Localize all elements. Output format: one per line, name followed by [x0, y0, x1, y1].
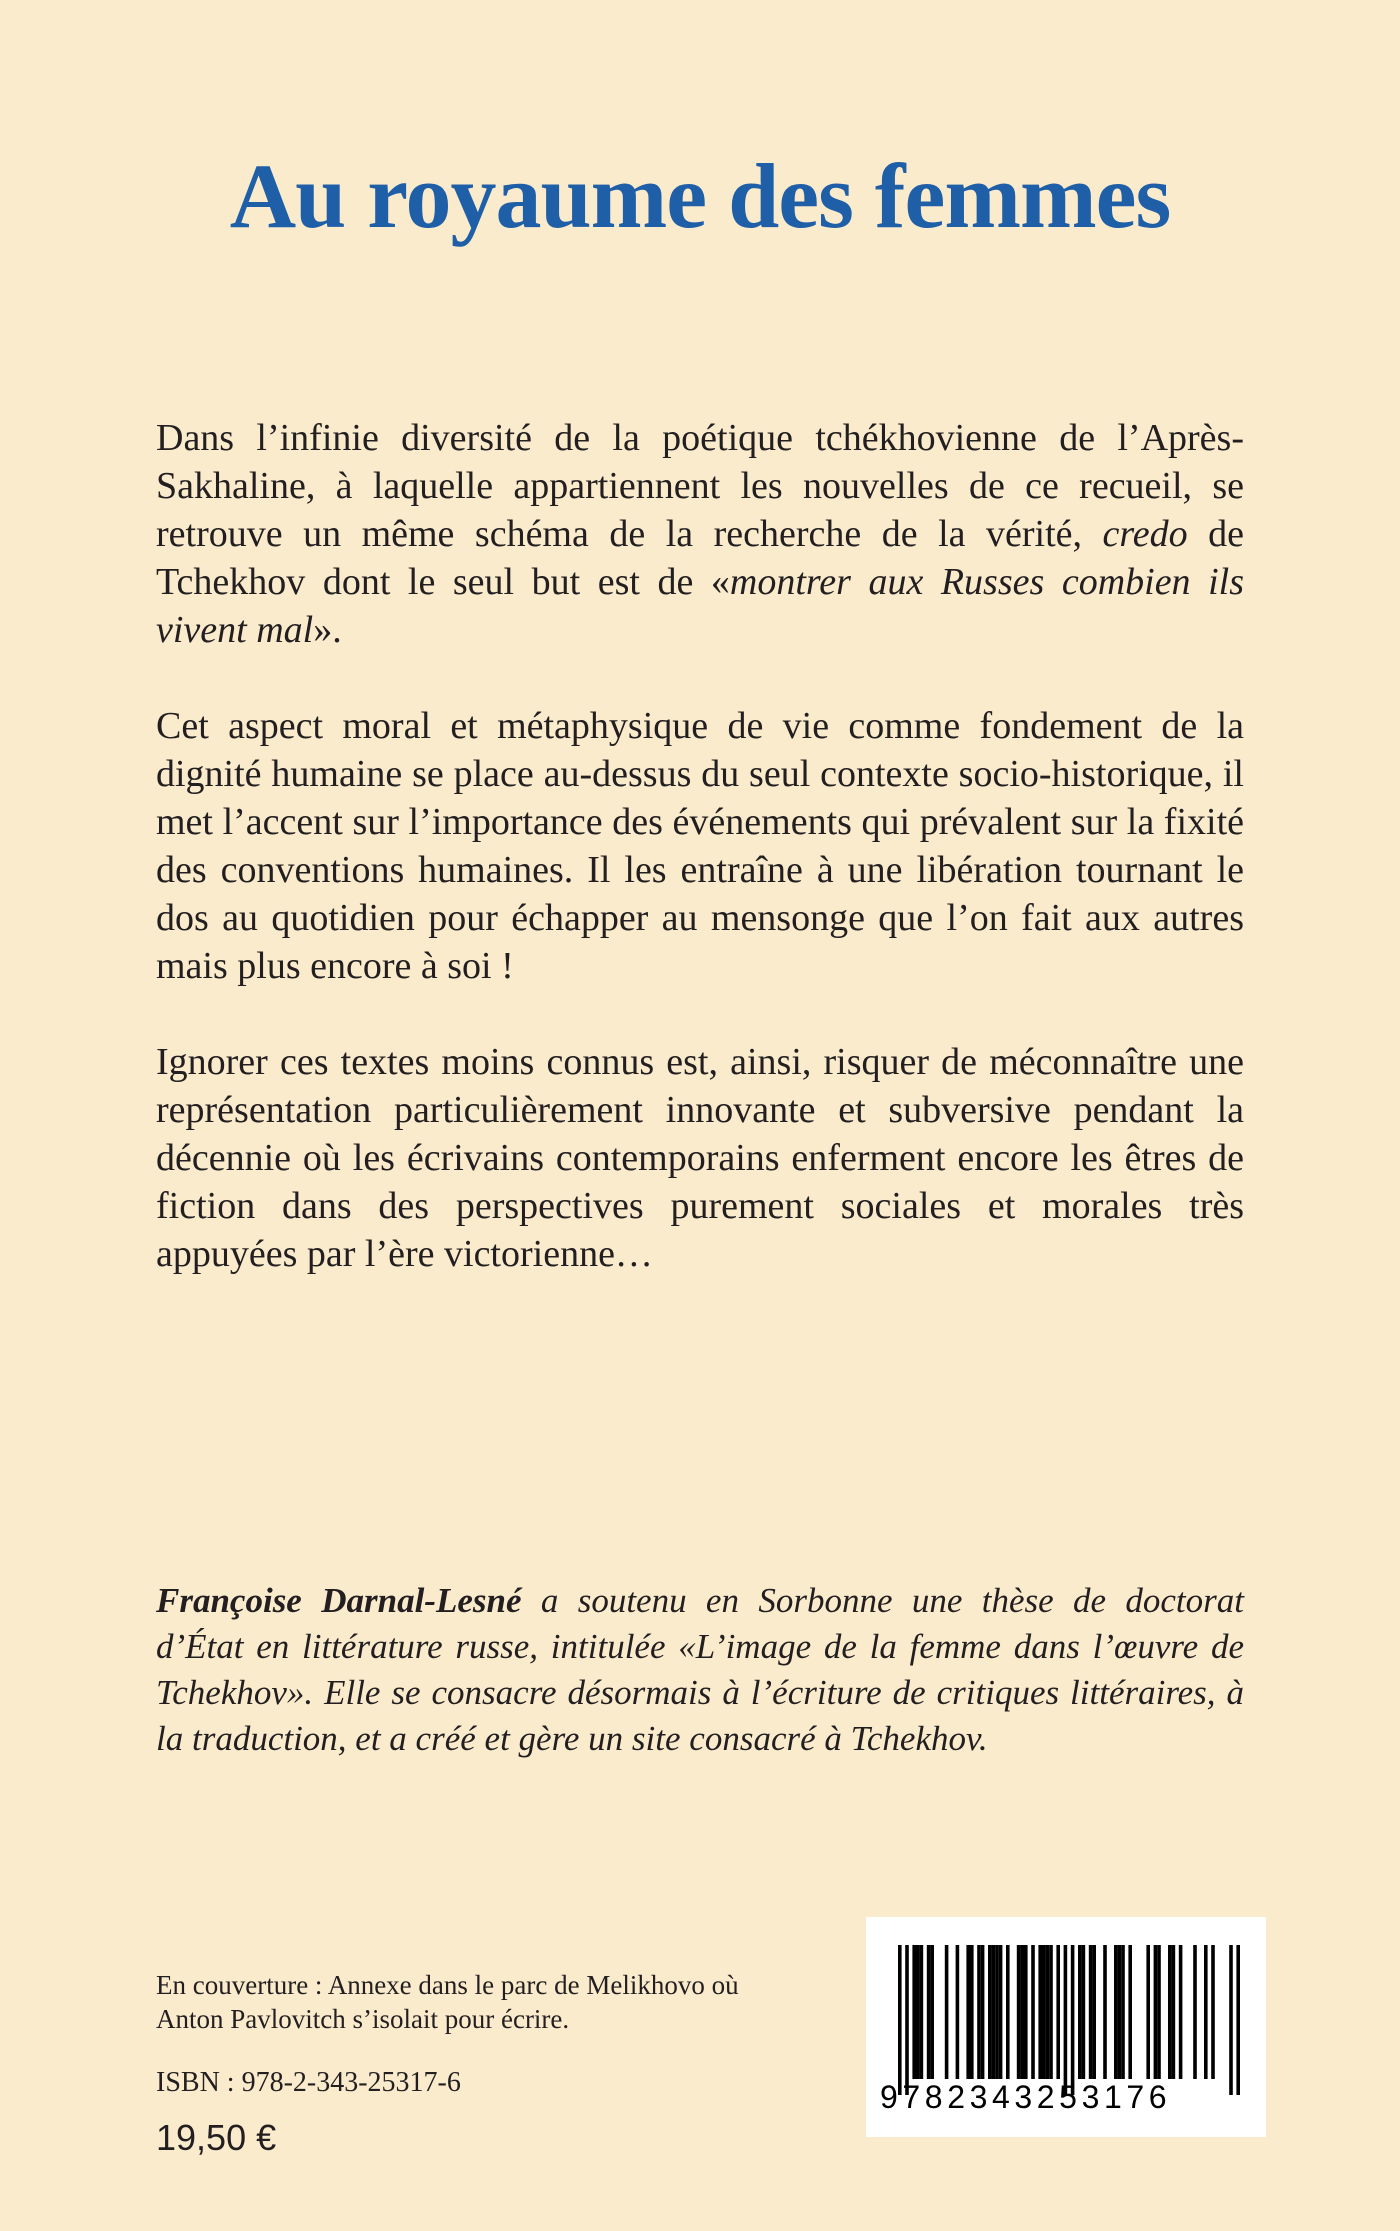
barcode-bar: [1114, 1945, 1118, 2079]
barcode-bar: [956, 1945, 960, 2079]
barcode-bar: [1179, 1945, 1183, 2079]
barcode-bar: [977, 1945, 981, 2079]
chekhov-quote: montrer aux Russes combien ils vivent mal: [156, 561, 1244, 651]
barcode-bar: [999, 1945, 1003, 2079]
barcode-bar: [905, 1945, 909, 2095]
barcode-bar: [1038, 1945, 1042, 2079]
barcode-bar: [1118, 1945, 1122, 2079]
barcode-bar: [970, 1945, 974, 2079]
barcode-bar: [920, 1945, 924, 2079]
price: 19,50 €: [156, 2117, 277, 2158]
isbn: ISBN : 978-2-343-25317-6: [156, 2067, 461, 2098]
barcode-bar: [1092, 1945, 1096, 2079]
barcode-bar: [1064, 1945, 1068, 2095]
barcode-bar: [1020, 1945, 1024, 2079]
author-name: Françoise Darnal-Lesné: [156, 1581, 522, 1620]
barcode-digits: 9782343253176: [880, 2079, 1172, 2115]
barcode-bar: [1236, 1945, 1240, 2095]
barcode-bar: [927, 1945, 931, 2079]
barcode-bar: [1211, 1945, 1215, 2079]
blurb-p1-text-c: ».: [313, 609, 342, 651]
barcode-bar: [1049, 1945, 1053, 2079]
barcode-bar: [992, 1945, 996, 2079]
barcode-bar: [1121, 1945, 1125, 2079]
barcode-bar: [1046, 1945, 1050, 2079]
barcode-bar: [1157, 1945, 1161, 2079]
cover-credits: [156, 1968, 856, 2036]
cover-credit-line-1: En couverture : Annexe dans le parc de Melikhovo où: [156, 1970, 739, 2000]
blurb-p1-text-a: Dans l’infinie diversité de la poétique tchékhovienne de l’Après-Sakhaline, à laquelle appartiennent les nouvelles de ce recueil, se retrouve un même schéma de la recherche de la vérité,: [156, 417, 1244, 555]
barcode-bar: [995, 1945, 999, 2079]
barcode-bar: [988, 1945, 992, 2079]
blurb-paragraph-3: Ignorer ces textes moins connus est, ainsi, risquer de méconnaître une représentation particulièrement innovante et subversive pendant la décennie où les écrivains contemporains enferment encore les êtres de fiction dans des perspectives purement sociales et morales très appuyées par l’ère victorienne…: [156, 1041, 1244, 1275]
barcode-bar: [966, 1945, 970, 2079]
barcode-bar: [1031, 1945, 1035, 2079]
cover-credit-line-2: Anton Pavlovitch s’isolait pour écrire.: [156, 2004, 570, 2034]
barcode-bar: [1071, 1945, 1075, 2095]
barcode-bar: [1154, 1945, 1158, 2079]
barcode: [866, 1917, 1266, 2137]
barcode-bar: [916, 1945, 920, 2079]
blurb-paragraph-1: [156, 414, 1244, 654]
barcode-bar: [981, 1945, 985, 2079]
barcode-bar: [1056, 1945, 1060, 2079]
blurb-p1-text-b: de Tchekhov dont le seul but est de «: [156, 513, 1244, 603]
barcode-bar: [1089, 1945, 1093, 2079]
barcode-bar: [1103, 1945, 1107, 2079]
barcode-bar: [945, 1945, 949, 2079]
barcode-bar: [930, 1945, 934, 2079]
book-title: Au royaume des femmes: [229, 145, 1171, 247]
barcode-bar: [1082, 1945, 1086, 2079]
author-bio: [156, 1578, 1244, 1762]
barcode-bar: [1204, 1945, 1208, 2079]
barcode-bar: [1024, 1945, 1028, 2079]
barcode-bar: [1229, 1945, 1233, 2095]
credo-word: credo: [1102, 513, 1188, 555]
barcode-bar: [1193, 1945, 1197, 2079]
barcode-bar: [1042, 1945, 1046, 2079]
barcode-bar: [1128, 1945, 1132, 2079]
barcode-bar: [898, 1945, 902, 2095]
author-bio-text: a soutenu en Sorbonne une thèse de doctorat d’État en littérature russe, intitulée «L’image de la femme dans l’œuvre de Tchekhov». Elle se consacre désormais à l’écriture de critiques littéraires, à la traduction, et a créé et gère un site consacré à Tchekhov.: [156, 1581, 1245, 1758]
barcode-bar: [1172, 1945, 1176, 2079]
barcode-bar: [912, 1945, 916, 2079]
barcode-bar: [1078, 1945, 1082, 2079]
blurb: [156, 414, 1244, 1326]
barcode-bar: [1168, 1945, 1172, 2079]
barcode-bar: [1006, 1945, 1010, 2079]
barcode-bar: [1017, 1945, 1021, 2079]
barcode-bar: [1146, 1945, 1150, 2079]
blurb-paragraph-2: Cet aspect moral et métaphysique de vie comme fondement de la dignité humaine se place au-dessus du seul contexte socio-historique, il met l’accent sur l’importance des événements qui prévalent sur la fixité des conventions humaines. Il les entraîne à une libération tournant le dos au quotidien pour échapper au mensonge que l’on fait aux autres mais plus encore à soi !: [156, 705, 1244, 987]
